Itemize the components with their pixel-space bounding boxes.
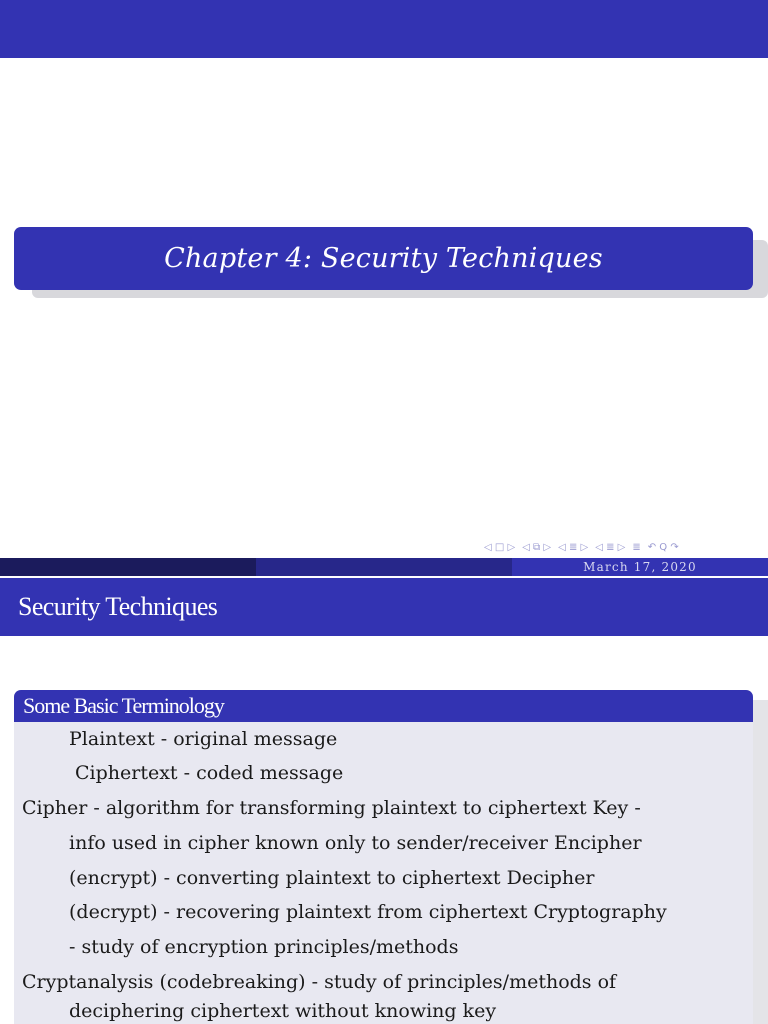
frame-navigation[interactable]: ◁ □ ▷ — [484, 541, 516, 553]
block-line: Plaintext - original message — [69, 728, 338, 750]
slide1-header-bar — [0, 0, 768, 58]
block-line: Ciphertext - coded message — [75, 762, 344, 784]
slide1-footline — [0, 558, 768, 576]
block-line: (encrypt) - converting plaintext to ciphertext Decipher — [69, 867, 595, 889]
chapter-title-box — [14, 227, 753, 290]
footline-title-segment — [256, 558, 512, 576]
footline-author-segment — [0, 558, 256, 576]
subsubsection-navigation[interactable]: ◁ ≣ ▷ — [595, 541, 626, 553]
block-line: Cipher - algorithm for transforming plaintext to ciphertext Key - — [22, 797, 641, 819]
subsection-navigation[interactable]: ◁ ⧉ ▷ — [522, 541, 552, 553]
block-line: (decrypt) - recovering plaintext from ciphertext Cryptography — [69, 901, 667, 923]
block-line: Cryptanalysis (codebreaking) - study of principles/methods of — [22, 971, 617, 993]
search-navigation[interactable]: ↶ Q ↷ — [647, 541, 679, 553]
beamer-navigation-symbols — [484, 538, 768, 556]
terminology-block — [14, 690, 753, 1024]
block-title-bar — [14, 690, 753, 722]
footline-date-segment — [512, 558, 768, 576]
block-shadow — [753, 700, 768, 1024]
block-line: - study of encryption principles/methods — [69, 936, 459, 958]
section-navigation[interactable]: ◁ ≣ ▷ — [558, 541, 589, 553]
slide2-header-bar — [0, 578, 768, 636]
menu-icon[interactable]: ≣ — [632, 541, 641, 553]
frame-title: Security Techniques — [18, 592, 218, 621]
block-title: Some Basic Terminology — [23, 693, 224, 718]
footer-date: March 17, 2020 — [583, 560, 697, 574]
block-line: deciphering ciphertext without knowing key — [69, 1000, 497, 1022]
chapter-title: Chapter 4: Security Techniques — [164, 243, 603, 274]
block-line: info used in cipher known only to sender/receiver Encipher — [69, 832, 642, 854]
